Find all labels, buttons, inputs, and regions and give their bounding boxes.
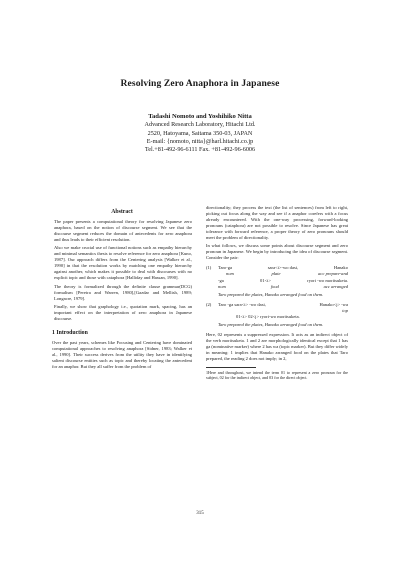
example-word: Hanako [333,265,348,271]
address: 2520, Hatoyama, Saitama 350-03, JAPAN [147,129,253,137]
gloss-word: top [342,307,348,313]
abstract-paragraph: Also we make crucial use of functional notions such as empathy hierarchy and minimal semantics thesis to resolve reference for zero anaphora [Kuno, 1987]. Our approach differs from the Centering analysis [Walker et al., 1990] in that the resolution works by matching one empathy hierarchy against another, which makes it possible to deal with discourses with no explicit topic and those with cataphora [Halliday and Hassan, 1990]. [54,245,192,281]
body-paragraph: Here, 02 represents a suppressed expression. It acts as an indirect object of the verb moritsuketa. 1 and 2 are morphologically identical except that 1 has ga (nominative marker) where 2 has wa (topic marker). But they differ widely in meaning: 1 implies that Hanako arranged food on the plates that Taro prepared, the reading 2 does not imply; in 2, [206,331,348,362]
gloss-word: nom [218,283,226,289]
gloss-word: food [270,283,279,289]
gloss-word: acc arranged [323,283,348,289]
abstract-body [52,219,192,322]
abstract-paragraph: The paper presents a computational theory for resolving Japanese zero anaphora, based on the notion of discourse segment. We see that the discourse segment reduces the domain of antecedents for zero anaphora and thus leads to their efficient resolution. [54,219,192,243]
example-line: 01<i> 02<j> ryori-wo moritsuketa. [236,313,300,319]
gloss-word: nom [226,271,234,277]
paper-title: Resolving Zero Anaphora in Japanese [120,78,280,89]
abstract-paragraph: Finally, we show that graphology i.e., quotation mark, spacing, has an important effect on the interpretation of zero anaphora in Japanese discourse. [54,303,192,321]
example-word: 01<i> [260,277,271,283]
footnote-divider [206,367,256,368]
phone-fax: Tel.+81-492-96-6111 Fax. +81-492-96-6006 [144,146,256,154]
example-number: (1) [206,265,212,271]
email: E-mail: {nomoto, nitta}@harl.hitachi.co.jp [146,137,254,145]
example-word: Hanako<j> -wa [319,301,348,307]
introduction-paragraph: Over the past years, schemes like Focusing and Centering have dominated computational approaches to resolving anaphora [Sidner, 1983; Walker et al., 1990]. Their success derives from the utility they have in identifying salient discourse entities such as topic and thereby locating the antecedent for an anaphor. But they all suffer from the problem of [52,339,192,370]
affiliation: Advanced Research Laboratory, Hitachi Ltd. [144,121,256,129]
gloss-word: acc prepare-and [318,271,348,277]
example-translation: Taro prepared the plates, Hanako arranged food on them. [218,321,324,327]
gloss-word: plate [271,271,281,277]
abstract-paragraph: The theory is formalized through the definite clause grammar(DCG) formalism [Pereira and Warren, 1980],[Gazdar and Mellish, 1989; Longacre, 1979]. [54,283,192,301]
author-block [0,113,400,154]
example-number: (2) [206,301,212,307]
right-column [206,205,348,381]
example-word: Taro -ga sara<i> -wo dasi, [218,301,266,307]
example-word: ryori -wo moritsuketa. [307,277,348,283]
example-word: Taro-ga [218,265,233,271]
body-paragraph: directionality; they process the text (the list of sentences) from left to right, picking out focus along the way and see if a anaphor corefers with a focus already encountered. With the one-way processing, forward-looking pronouns (cataphora) are not possible to resolve. Since Japanese has great tolerance with forward reference, a proper theory of zero pronouns should meet the problem of directionality. [206,205,348,241]
example-word: -ga [218,277,224,283]
author-names: Tadashi Nomoto and Yoshihiko Nitta [148,113,252,120]
example-1 [206,265,348,289]
example-translation: Taro prepared the plates, Hanako arranged food on them. [218,291,324,297]
body-paragraph: In what follows, we discuss some points about discourse segment and zero pronoun in Japanese. We begin by introducing the idea of discourse segment. Consider the pair: [206,243,348,261]
introduction-heading: 1 Introduction [52,329,88,336]
abstract-heading: Abstract [111,209,133,215]
footnote: 1Here and throughout, we intend the term 01 to represent a zero pronoun for the subject, 02 for the indirect object, and 03 for the direct object. [206,370,348,381]
page-number: 315 [196,511,204,516]
left-column [52,205,192,372]
example-word: sara<i>-wo dasi, [267,265,299,271]
example-2 [206,302,348,320]
example-gloss [218,284,348,290]
